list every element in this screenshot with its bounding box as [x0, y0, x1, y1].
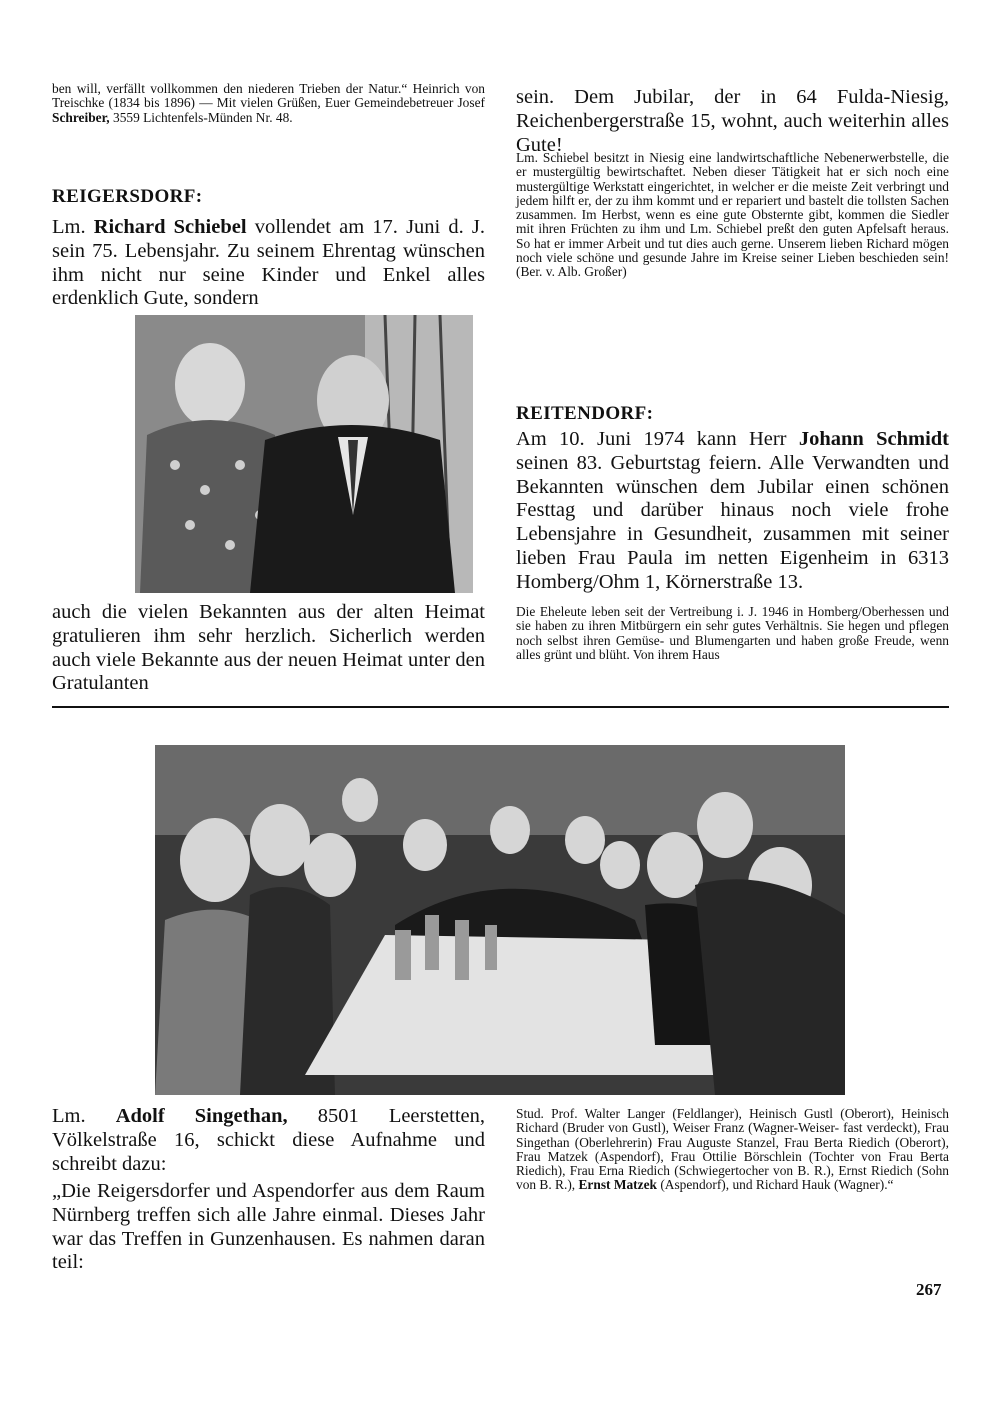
reitendorf-details-paragraph: Die Eheleute leben seit der Vertreibung i. J. 1946 in Homberg/Oberhessen und sie haben zu ihren Mitbürgern ein sehr gutes Verhältnis. Sie hegen und pflegen noch selbst ihren Gemüse- und Blumengarten und haben große Freude, wenn alles grünt und blüht. Von ihrem Haus	[516, 604, 949, 662]
participants-paragraph: Stud. Prof. Walter Langer (Feldlanger), Heinisch Gustl (Oberort), Heinisch Richard (Bruder von Gustl), Weiser Franz (Wagner-Weiser- fast verdeckt), Frau Singethan (Oberlehrerin) Frau Auguste Stanzel, Frau Berta Riedich (Oberort), Frau Matzek (Aspendorf), Frau Ottilie Börschlein (Tochter von Frau Berta Riedich), Frau Erna Riedich (Schwiegertocher von B. R.), Ernst Riedich (Sohn von B. R.), Ernst Matzek (Aspendorf), und Richard Hauk (Wagner).“	[516, 1106, 949, 1193]
reigersdorf-paragraph-continued: auch die vielen Bekannten aus der alten Heimat gratulieren ihm sehr herzlich. Sicherlich werden auch viele Bekannte aus der neuen Heimat unter den Gratulanten	[52, 601, 485, 695]
section-heading-reigersdorf: REIGERSDORF:	[52, 186, 203, 207]
singethan-intro-paragraph: Lm. Adolf Singethan, 8501 Leerstetten, Völkelstraße 16, schickt diese Aufnahme und schreibt dazu:	[52, 1105, 485, 1175]
reitendorf-paragraph: Am 10. Juni 1974 kann Herr Johann Schmidt seinen 83. Geburtstag feiern. Alle Verwandten und Bekannten wünschen dem Jubilar einen schönen Festtag und darüber hinaus noch viele frohe Lebensjahre in Gesundheit, zusammen mit seiner lieben Frau Paula im netten Eigenheim in 6313 Homberg/Ohm 1, Körnerstraße 13.	[516, 428, 949, 593]
couple-photo	[135, 315, 473, 593]
schiebel-details-paragraph: Lm. Schiebel besitzt in Niesig eine landwirtschaftliche Nebenerwerbstelle, die er mustergültig bewirtschaftet. Neben dieser Tätigkeit hat er sich noch eine mustergültige Werkstatt eingerichtet, in welcher er die meiste Zeit verbringt und jedem hilft er, der zu ihm kommt und er repariert und bastelt die tollsten Sachen zusammen. Im Herbst, wenn es eine gute Obsternte gibt, kommen die Siedler mit ihren Früchten zu ihm und Lm. Schiebel preßt den guten Apfelsaft heraus. So hat er immer Arbeit und tut dies auch gerne. Unserem lieben Richard mögen noch viele schöne und gesunde Jahre im Kreise seiner Lieben beschieden sein! (Ber. v. Alb. Großer)	[516, 150, 949, 280]
group-photo	[155, 745, 845, 1095]
meeting-paragraph: „Die Reigersdorfer und Aspendorfer aus dem Raum Nürnberg treffen sich alle Jahre einmal. Dieses Jahr war das Treffen in Gunzenhausen. Es nahmen daran teil:	[52, 1180, 485, 1274]
couple-photo-illustration	[135, 315, 473, 593]
jubilar-paragraph: sein. Dem Jubilar, der in 64 Fulda-Niesig, Reichenbergerstraße 15, wohnt, auch weiterhin alles Gute!	[516, 86, 949, 156]
section-divider	[52, 706, 949, 708]
section-heading-reitendorf: REITENDORF:	[516, 403, 654, 424]
intro-paragraph: ben will, verfällt vollkommen den niederen Trieben der Natur.“ Heinrich von Treischke (1834 bis 1896) — Mit vielen Grüßen, Euer Gemeindebetreuer Josef Schreiber, 3559 Lichtenfels-Münden Nr. 48.	[52, 81, 485, 125]
reigersdorf-paragraph: Lm. Richard Schiebel vollendet am 17. Juni d. J. sein 75. Lebensjahr. Zu seinem Ehrentag wünschen ihm nicht nur seine Kinder und Enkel alles erdenklich Gute, sondern	[52, 216, 486, 310]
page-number: 267	[916, 1280, 942, 1299]
group-photo-illustration	[155, 745, 845, 1095]
